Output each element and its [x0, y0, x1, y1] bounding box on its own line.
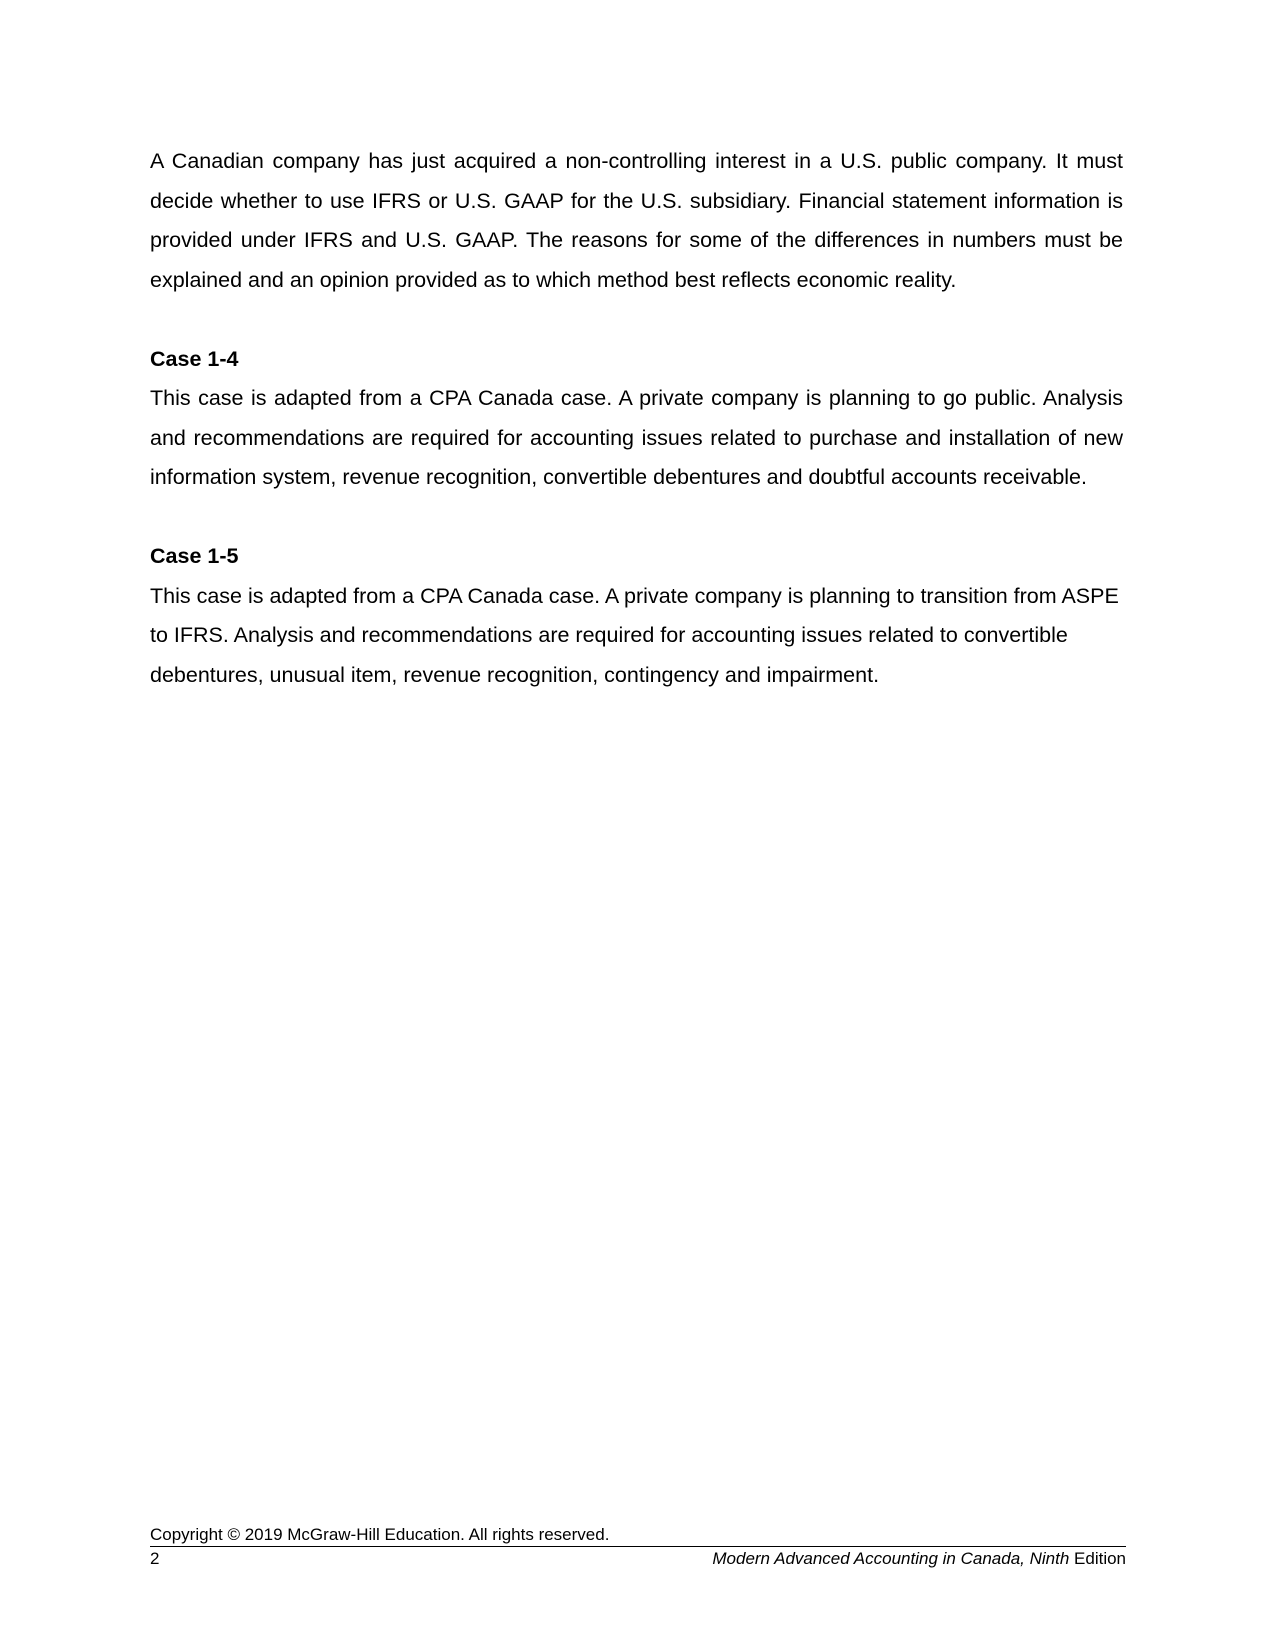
- page-number: 2: [150, 1549, 160, 1568]
- footer-row: [150, 1547, 1126, 1571]
- book-title: [712, 1547, 1126, 1571]
- copyright-notice: Copyright © 2019 McGraw-Hill Education. All rights reserved.: [150, 1525, 610, 1544]
- case-1-5-heading: Case 1-5: [150, 544, 239, 568]
- case-1-4-text: This case is adapted from a CPA Canada case. A private company is planning to go public. Analysis and recommendations are required for accounting issues related to purchase and installation of new information system, revenue recognition, convertible debentures and doubtful accounts receivable.: [150, 386, 1123, 489]
- book-title-suffix: Edition: [1069, 1549, 1126, 1568]
- case-1-4-heading: Case 1-4: [150, 346, 239, 371]
- page-footer: [150, 1524, 1126, 1571]
- intro-paragraph: A Canadian company has just acquired a non-controlling interest in a U.S. public company. It must decide whether to use IFRS or U.S. GAAP for the U.S. subsidiary. Financial statement information is provided under IFRS and U.S. GAAP. The reasons for some of the differences in numbers must be explained and an opinion provided as to which method best reflects economic reality.: [150, 149, 1123, 292]
- book-title-italic: Modern Advanced Accounting in Canada, Ninth: [712, 1549, 1070, 1568]
- case-1-5-text: This case is adapted from a CPA Canada case. A private company is planning to transition from ASPE to IFRS. Analysis and recommendations are required for accounting issues related to convertible debentures, unusual item, revenue recognition, contingency and impairment.: [150, 583, 1119, 687]
- page-body: [150, 142, 1123, 695]
